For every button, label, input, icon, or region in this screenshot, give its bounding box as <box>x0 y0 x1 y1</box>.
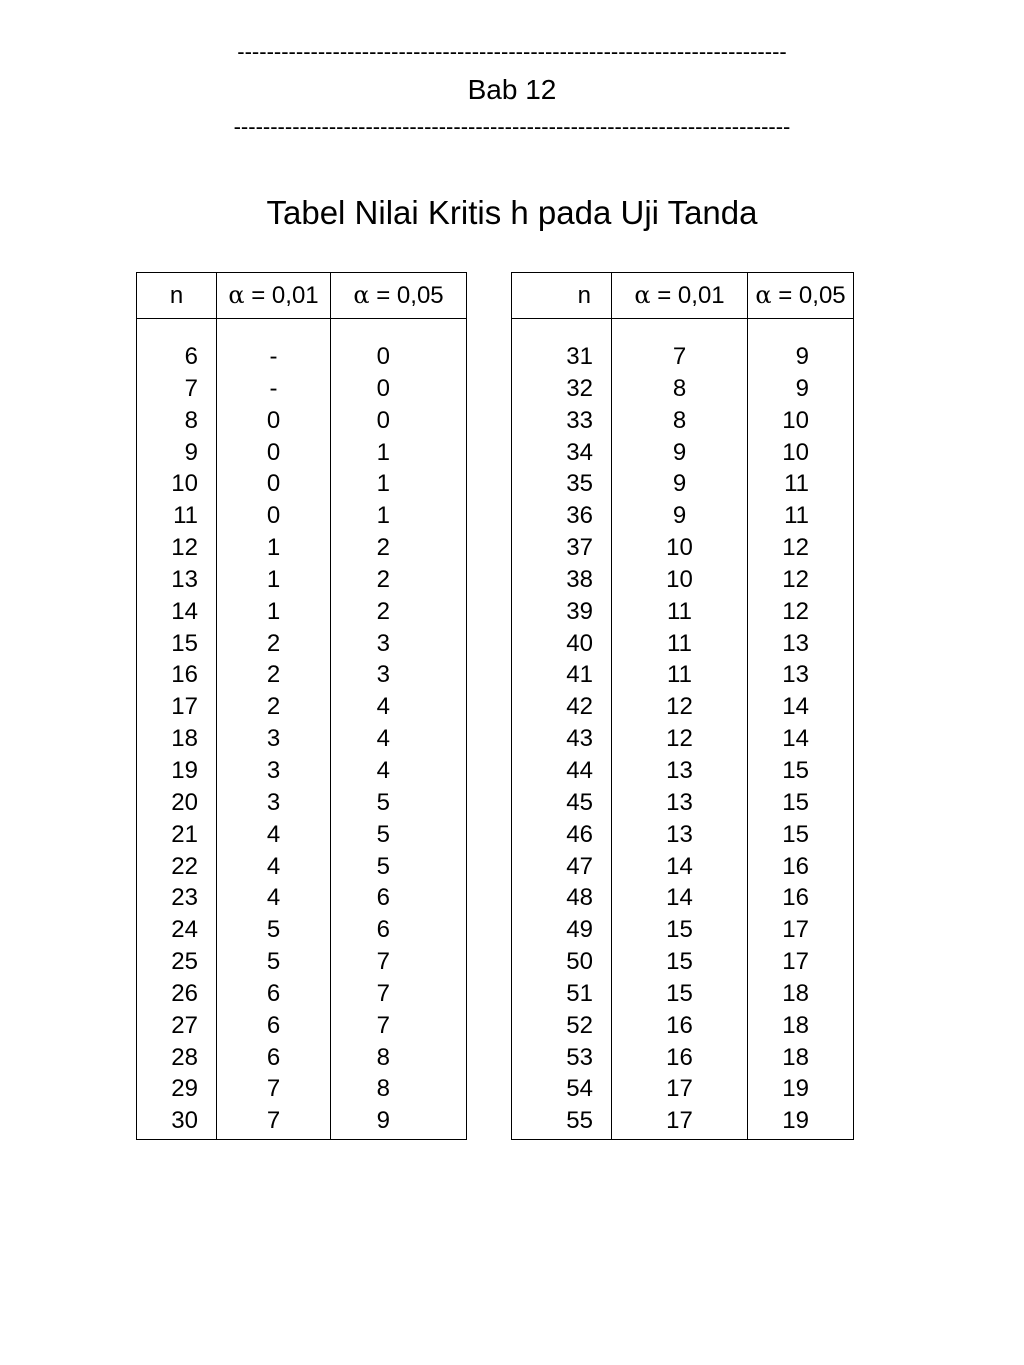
table-row <box>512 755 854 787</box>
cell-alpha-005: 1 <box>331 468 467 500</box>
table-body-left <box>137 319 467 1140</box>
table-row <box>137 659 467 691</box>
cell-alpha-005: 4 <box>331 691 467 723</box>
cell-alpha-001: 1 <box>217 532 331 564</box>
cell-n: 55 <box>566 1107 593 1135</box>
cell-alpha-001: 12 <box>612 691 748 723</box>
cell-alpha-005: 10 <box>748 437 854 469</box>
cell-alpha-005: 10 <box>748 405 854 437</box>
spacer-cell <box>217 319 331 342</box>
cell-alpha-001: 9 <box>612 437 748 469</box>
cell-alpha-001: - <box>217 341 331 373</box>
cell-alpha-001: 13 <box>612 787 748 819</box>
table-row <box>137 914 467 946</box>
alpha-005-label: = 0,05 <box>771 282 846 309</box>
cell-alpha-005: 6 <box>331 882 467 914</box>
table-row <box>512 532 854 564</box>
cell-alpha-005: 18 <box>748 1010 854 1042</box>
cell-n: 37 <box>566 534 593 562</box>
cell-alpha-001: 10 <box>612 532 748 564</box>
table-body-right <box>512 319 854 1140</box>
cell-alpha-005: 7 <box>331 1010 467 1042</box>
cell-alpha-001: 15 <box>612 946 748 978</box>
cell-n: 7 <box>184 374 198 402</box>
table-row <box>512 341 854 373</box>
table-row <box>137 628 467 660</box>
alpha-symbol: α <box>634 281 651 309</box>
cell-alpha-005: 4 <box>331 723 467 755</box>
cell-alpha-001: 17 <box>612 1073 748 1105</box>
cell-alpha-001: 16 <box>612 1042 748 1074</box>
cell-alpha-001: 0 <box>217 405 331 437</box>
table-row <box>512 1105 854 1140</box>
cell-alpha-001: 8 <box>612 373 748 405</box>
table-row <box>512 1042 854 1074</box>
table-row <box>137 341 467 373</box>
cell-alpha-005: 7 <box>331 946 467 978</box>
cell-n: 43 <box>566 725 593 753</box>
cell-alpha-005: 0 <box>331 341 467 373</box>
cell-alpha-001: 3 <box>217 723 331 755</box>
table-row <box>512 819 854 851</box>
cell-alpha-001: 13 <box>612 819 748 851</box>
cell-n: 15 <box>171 629 198 657</box>
cell-alpha-001: 15 <box>612 978 748 1010</box>
cell-alpha-005: 16 <box>748 882 854 914</box>
table-row <box>512 914 854 946</box>
table-row <box>137 500 467 532</box>
cell-alpha-001: 14 <box>612 851 748 883</box>
table-row <box>137 1105 467 1140</box>
cell-alpha-001: 9 <box>612 500 748 532</box>
cell-n: 33 <box>566 406 593 434</box>
cell-alpha-005: 11 <box>748 500 854 532</box>
column-header-n: n <box>512 273 612 319</box>
column-header-alpha-001 <box>217 273 331 319</box>
table-row <box>512 628 854 660</box>
cell-alpha-005: 7 <box>331 978 467 1010</box>
cell-n: 46 <box>566 820 593 848</box>
cell-alpha-001: 6 <box>217 1010 331 1042</box>
cell-alpha-001: 2 <box>217 659 331 691</box>
cell-n: 32 <box>566 374 593 402</box>
cell-n: 47 <box>566 852 593 880</box>
cell-alpha-001: 16 <box>612 1010 748 1042</box>
table-row <box>137 1073 467 1105</box>
cell-alpha-005: 12 <box>748 532 854 564</box>
cell-alpha-005: 1 <box>331 437 467 469</box>
cell-alpha-005: 3 <box>331 659 467 691</box>
spacer-cell <box>512 319 612 342</box>
table-spacer-row <box>512 319 854 342</box>
cell-alpha-005: 13 <box>748 628 854 660</box>
cell-n: 20 <box>171 788 198 816</box>
cell-alpha-001: 11 <box>612 659 748 691</box>
cell-n: 31 <box>566 343 593 370</box>
table-row <box>512 946 854 978</box>
table-row <box>512 691 854 723</box>
cell-alpha-001: 1 <box>217 596 331 628</box>
table-spacer-row <box>137 319 467 342</box>
table-row <box>137 787 467 819</box>
column-header-alpha-001 <box>612 273 748 319</box>
cell-alpha-005: 12 <box>748 596 854 628</box>
cell-alpha-001: 3 <box>217 755 331 787</box>
cell-alpha-005: 14 <box>748 723 854 755</box>
cell-alpha-001: 6 <box>217 978 331 1010</box>
cell-alpha-005: 17 <box>748 946 854 978</box>
spacer-cell <box>748 319 854 342</box>
spacer-cell <box>612 319 748 342</box>
header-rule-bottom: ---------------------------------------------------------------------------- <box>233 115 791 139</box>
cell-n: 10 <box>171 470 198 498</box>
cell-alpha-001: 10 <box>612 564 748 596</box>
table-header-row <box>137 273 467 319</box>
cell-alpha-001: 0 <box>217 500 331 532</box>
cell-alpha-005: 2 <box>331 532 467 564</box>
cell-alpha-001: 5 <box>217 914 331 946</box>
cell-alpha-001: 4 <box>217 882 331 914</box>
column-header-alpha-005 <box>748 273 854 319</box>
cell-alpha-005: 3 <box>331 628 467 660</box>
table-row <box>137 405 467 437</box>
cell-alpha-005: 6 <box>331 914 467 946</box>
cell-alpha-005: 2 <box>331 564 467 596</box>
cell-alpha-005: 8 <box>331 1073 467 1105</box>
alpha-005-label: = 0,05 <box>369 282 444 309</box>
cell-n: 17 <box>171 693 198 721</box>
table-row <box>137 564 467 596</box>
table-row <box>137 1042 467 1074</box>
cell-n: 8 <box>184 406 198 434</box>
table-row <box>137 819 467 851</box>
cell-alpha-001: 1 <box>217 564 331 596</box>
cell-n: 49 <box>566 916 593 944</box>
table-row <box>137 755 467 787</box>
cell-alpha-001: 4 <box>217 851 331 883</box>
cell-alpha-001: 15 <box>612 914 748 946</box>
cell-alpha-005: 5 <box>331 819 467 851</box>
cell-alpha-005: 19 <box>748 1105 854 1140</box>
cell-alpha-001: 2 <box>217 691 331 723</box>
table-row <box>137 851 467 883</box>
cell-n: 40 <box>566 629 593 657</box>
cell-n: 35 <box>566 470 593 498</box>
cell-n: 42 <box>566 693 593 721</box>
cell-alpha-005: 18 <box>748 1042 854 1074</box>
cell-alpha-001: 3 <box>217 787 331 819</box>
table-row <box>137 1010 467 1042</box>
cell-n: 16 <box>171 661 198 689</box>
cell-n: 25 <box>171 948 198 976</box>
cell-n: 30 <box>171 1107 198 1135</box>
table-row <box>512 564 854 596</box>
alpha-symbol: α <box>228 281 245 309</box>
table-row <box>137 723 467 755</box>
cell-n: 27 <box>171 1011 198 1039</box>
table-row <box>512 437 854 469</box>
table-row <box>137 596 467 628</box>
cell-alpha-005: 12 <box>748 564 854 596</box>
cell-alpha-001: 11 <box>612 628 748 660</box>
cell-n: 26 <box>171 979 198 1007</box>
cell-n: 48 <box>566 884 593 912</box>
cell-n: 41 <box>566 661 593 689</box>
column-header-n: n <box>137 273 217 319</box>
cell-n: 39 <box>566 597 593 625</box>
table-row <box>137 978 467 1010</box>
cell-alpha-005: 17 <box>748 914 854 946</box>
critical-values-table-right <box>511 272 854 1140</box>
header-rule-top: --------------------------------------------------------------------------- <box>237 40 787 64</box>
cell-n: 24 <box>171 916 198 944</box>
cell-alpha-005: 15 <box>748 755 854 787</box>
cell-alpha-001: 0 <box>217 437 331 469</box>
table-row <box>512 500 854 532</box>
table-row <box>137 946 467 978</box>
cell-n: 13 <box>171 565 198 593</box>
table-row <box>137 437 467 469</box>
table-row <box>137 882 467 914</box>
cell-alpha-001: 11 <box>612 596 748 628</box>
cell-n: 53 <box>566 1043 593 1071</box>
table-row <box>512 978 854 1010</box>
alpha-001-label: = 0,01 <box>244 282 319 309</box>
table-row <box>512 1073 854 1105</box>
table-row <box>512 787 854 819</box>
table-row <box>137 532 467 564</box>
critical-values-table-left <box>136 272 467 1140</box>
cell-n: 11 <box>173 502 198 530</box>
alpha-symbol: α <box>755 281 772 309</box>
table-header-row <box>512 273 854 319</box>
cell-alpha-001: 9 <box>612 468 748 500</box>
cell-alpha-001: 13 <box>612 755 748 787</box>
table-row <box>137 691 467 723</box>
alpha-001-label: = 0,01 <box>650 282 725 309</box>
cell-alpha-001: 7 <box>217 1073 331 1105</box>
cell-alpha-005: 1 <box>331 500 467 532</box>
chapter-label: Bab 12 <box>467 74 557 105</box>
cell-alpha-001: 7 <box>217 1105 331 1140</box>
cell-alpha-005: 13 <box>748 659 854 691</box>
table-row <box>512 468 854 500</box>
cell-alpha-001: 0 <box>217 468 331 500</box>
cell-alpha-001: 5 <box>217 946 331 978</box>
cell-alpha-005: 9 <box>748 341 854 373</box>
cell-alpha-005: 8 <box>331 1042 467 1074</box>
cell-alpha-005: 19 <box>748 1073 854 1105</box>
cell-alpha-005: 2 <box>331 596 467 628</box>
cell-n: 54 <box>566 1075 593 1103</box>
alpha-symbol: α <box>353 281 370 309</box>
cell-n: 18 <box>171 725 198 753</box>
table-row <box>512 882 854 914</box>
cell-n: 34 <box>566 438 593 466</box>
cell-alpha-001: 8 <box>612 405 748 437</box>
cell-alpha-005: 16 <box>748 851 854 883</box>
cell-alpha-001: 12 <box>612 723 748 755</box>
cell-alpha-005: 14 <box>748 691 854 723</box>
cell-n: 19 <box>171 756 198 784</box>
table-row <box>512 1010 854 1042</box>
cell-n: 22 <box>171 852 198 880</box>
column-header-alpha-005 <box>331 273 467 319</box>
table-row <box>512 851 854 883</box>
cell-n: 29 <box>171 1075 198 1103</box>
cell-alpha-005: 15 <box>748 787 854 819</box>
cell-n: 9 <box>184 438 198 466</box>
cell-n: 14 <box>171 597 198 625</box>
cell-alpha-005: 15 <box>748 819 854 851</box>
cell-alpha-001: 17 <box>612 1105 748 1140</box>
cell-alpha-001: 14 <box>612 882 748 914</box>
cell-alpha-005: 9 <box>748 373 854 405</box>
cell-alpha-001: - <box>217 373 331 405</box>
cell-n: 44 <box>566 756 593 784</box>
table-row <box>512 373 854 405</box>
cell-alpha-005: 4 <box>331 755 467 787</box>
cell-n: 52 <box>566 1011 593 1039</box>
cell-alpha-005: 5 <box>331 787 467 819</box>
cell-n: 50 <box>566 948 593 976</box>
table-row <box>137 373 467 405</box>
cell-n: 21 <box>171 820 198 848</box>
table-row <box>512 596 854 628</box>
cell-alpha-001: 2 <box>217 628 331 660</box>
cell-alpha-001: 7 <box>612 341 748 373</box>
cell-n: 12 <box>171 534 198 562</box>
table-row <box>512 659 854 691</box>
spacer-cell <box>137 319 217 342</box>
cell-n: 51 <box>566 979 593 1007</box>
cell-alpha-005: 18 <box>748 978 854 1010</box>
cell-n: 6 <box>184 343 198 370</box>
table-row <box>512 723 854 755</box>
table-row <box>137 468 467 500</box>
cell-alpha-001: 4 <box>217 819 331 851</box>
cell-n: 28 <box>171 1043 198 1071</box>
spacer-cell <box>331 319 467 342</box>
cell-alpha-005: 5 <box>331 851 467 883</box>
cell-n: 23 <box>171 884 198 912</box>
table-title: Tabel Nilai Kritis h pada Uji Tanda <box>266 194 758 231</box>
cell-alpha-005: 0 <box>331 373 467 405</box>
cell-n: 36 <box>566 502 593 530</box>
cell-alpha-005: 9 <box>331 1105 467 1140</box>
cell-n: 38 <box>566 565 593 593</box>
cell-alpha-005: 11 <box>748 468 854 500</box>
cell-n: 45 <box>566 788 593 816</box>
cell-alpha-005: 0 <box>331 405 467 437</box>
cell-alpha-001: 6 <box>217 1042 331 1074</box>
table-row <box>512 405 854 437</box>
